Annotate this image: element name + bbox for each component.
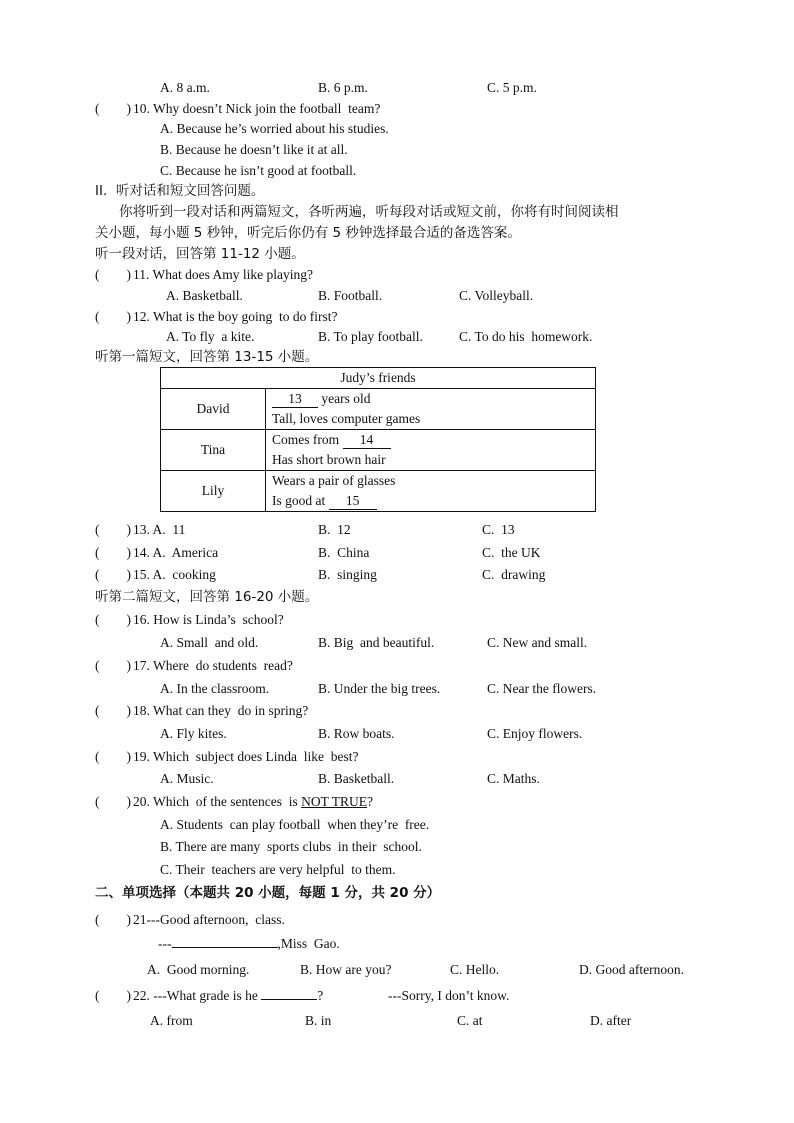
section2-instructions-line2: 关小题，每小题 5 秒钟，听完后你仍有 5 秒钟选择最合适的备选答案。 xyxy=(95,225,521,241)
q18-option-c: C. Enjoy flowers. xyxy=(487,726,583,741)
q20-option-b: B. There are many sports clubs in their school. xyxy=(160,839,422,854)
q19-option-a: A. Music. xyxy=(160,771,214,786)
q9-option-a: A. 8 a.m. xyxy=(160,80,210,95)
q14-text: 14. A. America xyxy=(133,545,219,560)
blank-13: 13 xyxy=(272,391,318,408)
q11-option-c: C. Volleyball. xyxy=(459,288,534,303)
q10-option-c: C. Because he isn’t good at football. xyxy=(160,163,357,178)
table-cell-tina: Comes from 14 Has short brown hair xyxy=(266,430,596,471)
part2-heading: 二、单项选择（本题共 20 小题，每题 1 分，共 20 分） xyxy=(95,885,441,901)
q9-option-c: C. 5 p.m. xyxy=(487,80,537,95)
q21-option-c: C. Hello. xyxy=(450,962,500,977)
q17-option-c: C. Near the flowers. xyxy=(487,681,597,696)
q20-option-a: A. Students can play football when they’re free. xyxy=(160,817,430,832)
q22-option-a: A. from xyxy=(150,1013,193,1028)
q11-option-a: A. Basketball. xyxy=(166,288,243,303)
q18-option-a: A. Fly kites. xyxy=(160,726,227,741)
answer-paren[interactable]: ( ) xyxy=(95,988,131,1003)
passage1-intro: 听第一篇短文，回答第 13-15 小题。 xyxy=(95,349,319,365)
q22-blank[interactable] xyxy=(261,999,317,1000)
q10-option-b: B. Because he doesn’t like it at all. xyxy=(160,142,348,157)
q21-option-d: D. Good afternoon. xyxy=(579,962,684,977)
section2-instructions-line1: 你将听到一段对话和两篇短文，各听两遍，听每段对话或短文前，你将有时间阅读相 xyxy=(119,204,619,220)
answer-paren[interactable]: ( ) xyxy=(95,267,131,282)
q12-option-a: A. To fly a kite. xyxy=(166,329,255,344)
answer-paren[interactable]: ( ) xyxy=(95,567,131,582)
q18-text: 18. What can they do in spring? xyxy=(133,703,309,718)
q11-text: 11. What does Amy like playing? xyxy=(133,267,313,282)
q21-option-a: A. Good morning. xyxy=(147,962,250,977)
answer-paren[interactable]: ( ) xyxy=(95,522,131,537)
blank-14: 14 xyxy=(343,432,391,449)
q13-option-b: B. 12 xyxy=(318,522,351,537)
q15-option-b: B. singing xyxy=(318,567,377,582)
q21-option-b: B. How are you? xyxy=(300,962,392,977)
table-title: Judy’s friends xyxy=(161,368,596,389)
q15-option-c: C. drawing xyxy=(482,567,546,582)
q16-option-c: C. New and small. xyxy=(487,635,588,650)
q17-option-b: B. Under the big trees. xyxy=(318,681,441,696)
table-name-david: David xyxy=(161,389,266,430)
q11-option-b: B. Football. xyxy=(318,288,383,303)
q20-option-c: C. Their teachers are very helpful to them. xyxy=(160,862,396,877)
table-cell-lily: Wears a pair of glasses Is good at 15 xyxy=(266,471,596,512)
table-cell-david: 13 years old Tall, loves computer games xyxy=(266,389,596,430)
q21-blank[interactable] xyxy=(172,947,278,948)
q19-text: 19. Which subject does Linda like best? xyxy=(133,749,359,764)
q16-option-b: B. Big and beautiful. xyxy=(318,635,435,650)
q16-text: 16. How is Linda’s school? xyxy=(133,612,284,627)
table-name-tina: Tina xyxy=(161,430,266,471)
answer-paren[interactable]: ( ) xyxy=(95,612,131,627)
q17-text: 17. Where do students read? xyxy=(133,658,293,673)
q10-text: 10. Why doesn’t Nick join the football team? xyxy=(133,101,381,116)
blank-15: 15 xyxy=(329,493,377,510)
q20-text: 20. Which of the sentences is NOT TRUE? xyxy=(133,794,373,809)
q10-option-a: A. Because he’s worried about his studies. xyxy=(160,121,389,136)
q15-text: 15. A. cooking xyxy=(133,567,216,582)
answer-paren[interactable]: ( ) xyxy=(95,794,131,809)
q18-option-b: B. Row boats. xyxy=(318,726,395,741)
dialog-intro: 听一段对话，回答第 11-12 小题。 xyxy=(95,246,305,262)
q21-text: 21---Good afternoon, class. xyxy=(133,912,285,927)
q12-option-c: C. To do his homework. xyxy=(459,329,593,344)
q19-option-c: C. Maths. xyxy=(487,771,540,786)
not-true-emphasis: NOT TRUE xyxy=(301,794,367,809)
answer-paren[interactable]: ( ) xyxy=(95,545,131,560)
q17-option-a: A. In the classroom. xyxy=(160,681,270,696)
table-name-lily: Lily xyxy=(161,471,266,512)
q22-option-b: B. in xyxy=(305,1013,332,1028)
q9-option-b: B. 6 p.m. xyxy=(318,80,368,95)
q12-option-b: B. To play football. xyxy=(318,329,423,344)
q22-option-d: D. after xyxy=(590,1013,632,1028)
judys-friends-table xyxy=(160,367,596,512)
q22-reply: ---Sorry, I don’t know. xyxy=(388,988,510,1003)
answer-paren[interactable]: ( ) xyxy=(95,101,131,116)
answer-paren[interactable]: ( ) xyxy=(95,658,131,673)
q13-option-c: C. 13 xyxy=(482,522,515,537)
answer-paren[interactable]: ( ) xyxy=(95,309,131,324)
passage2-intro: 听第二篇短文，回答第 16-20 小题。 xyxy=(95,589,319,605)
q12-text: 12. What is the boy going to do first? xyxy=(133,309,338,324)
q14-option-b: B. China xyxy=(318,545,370,560)
answer-paren[interactable]: ( ) xyxy=(95,749,131,764)
q16-option-a: A. Small and old. xyxy=(160,635,259,650)
section2-heading: II. 听对话和短文回答问题。 xyxy=(95,183,265,199)
q13-text: 13. A. 11 xyxy=(133,522,186,537)
q21-reply: --- ,Miss Gao. xyxy=(158,936,340,951)
q19-option-b: B. Basketball. xyxy=(318,771,395,786)
q22-text: 22. ---What grade is he ? xyxy=(133,988,324,1003)
q22-option-c: C. at xyxy=(457,1013,483,1028)
q14-option-c: C. the UK xyxy=(482,545,541,560)
answer-paren[interactable]: ( ) xyxy=(95,912,131,927)
answer-paren[interactable]: ( ) xyxy=(95,703,131,718)
